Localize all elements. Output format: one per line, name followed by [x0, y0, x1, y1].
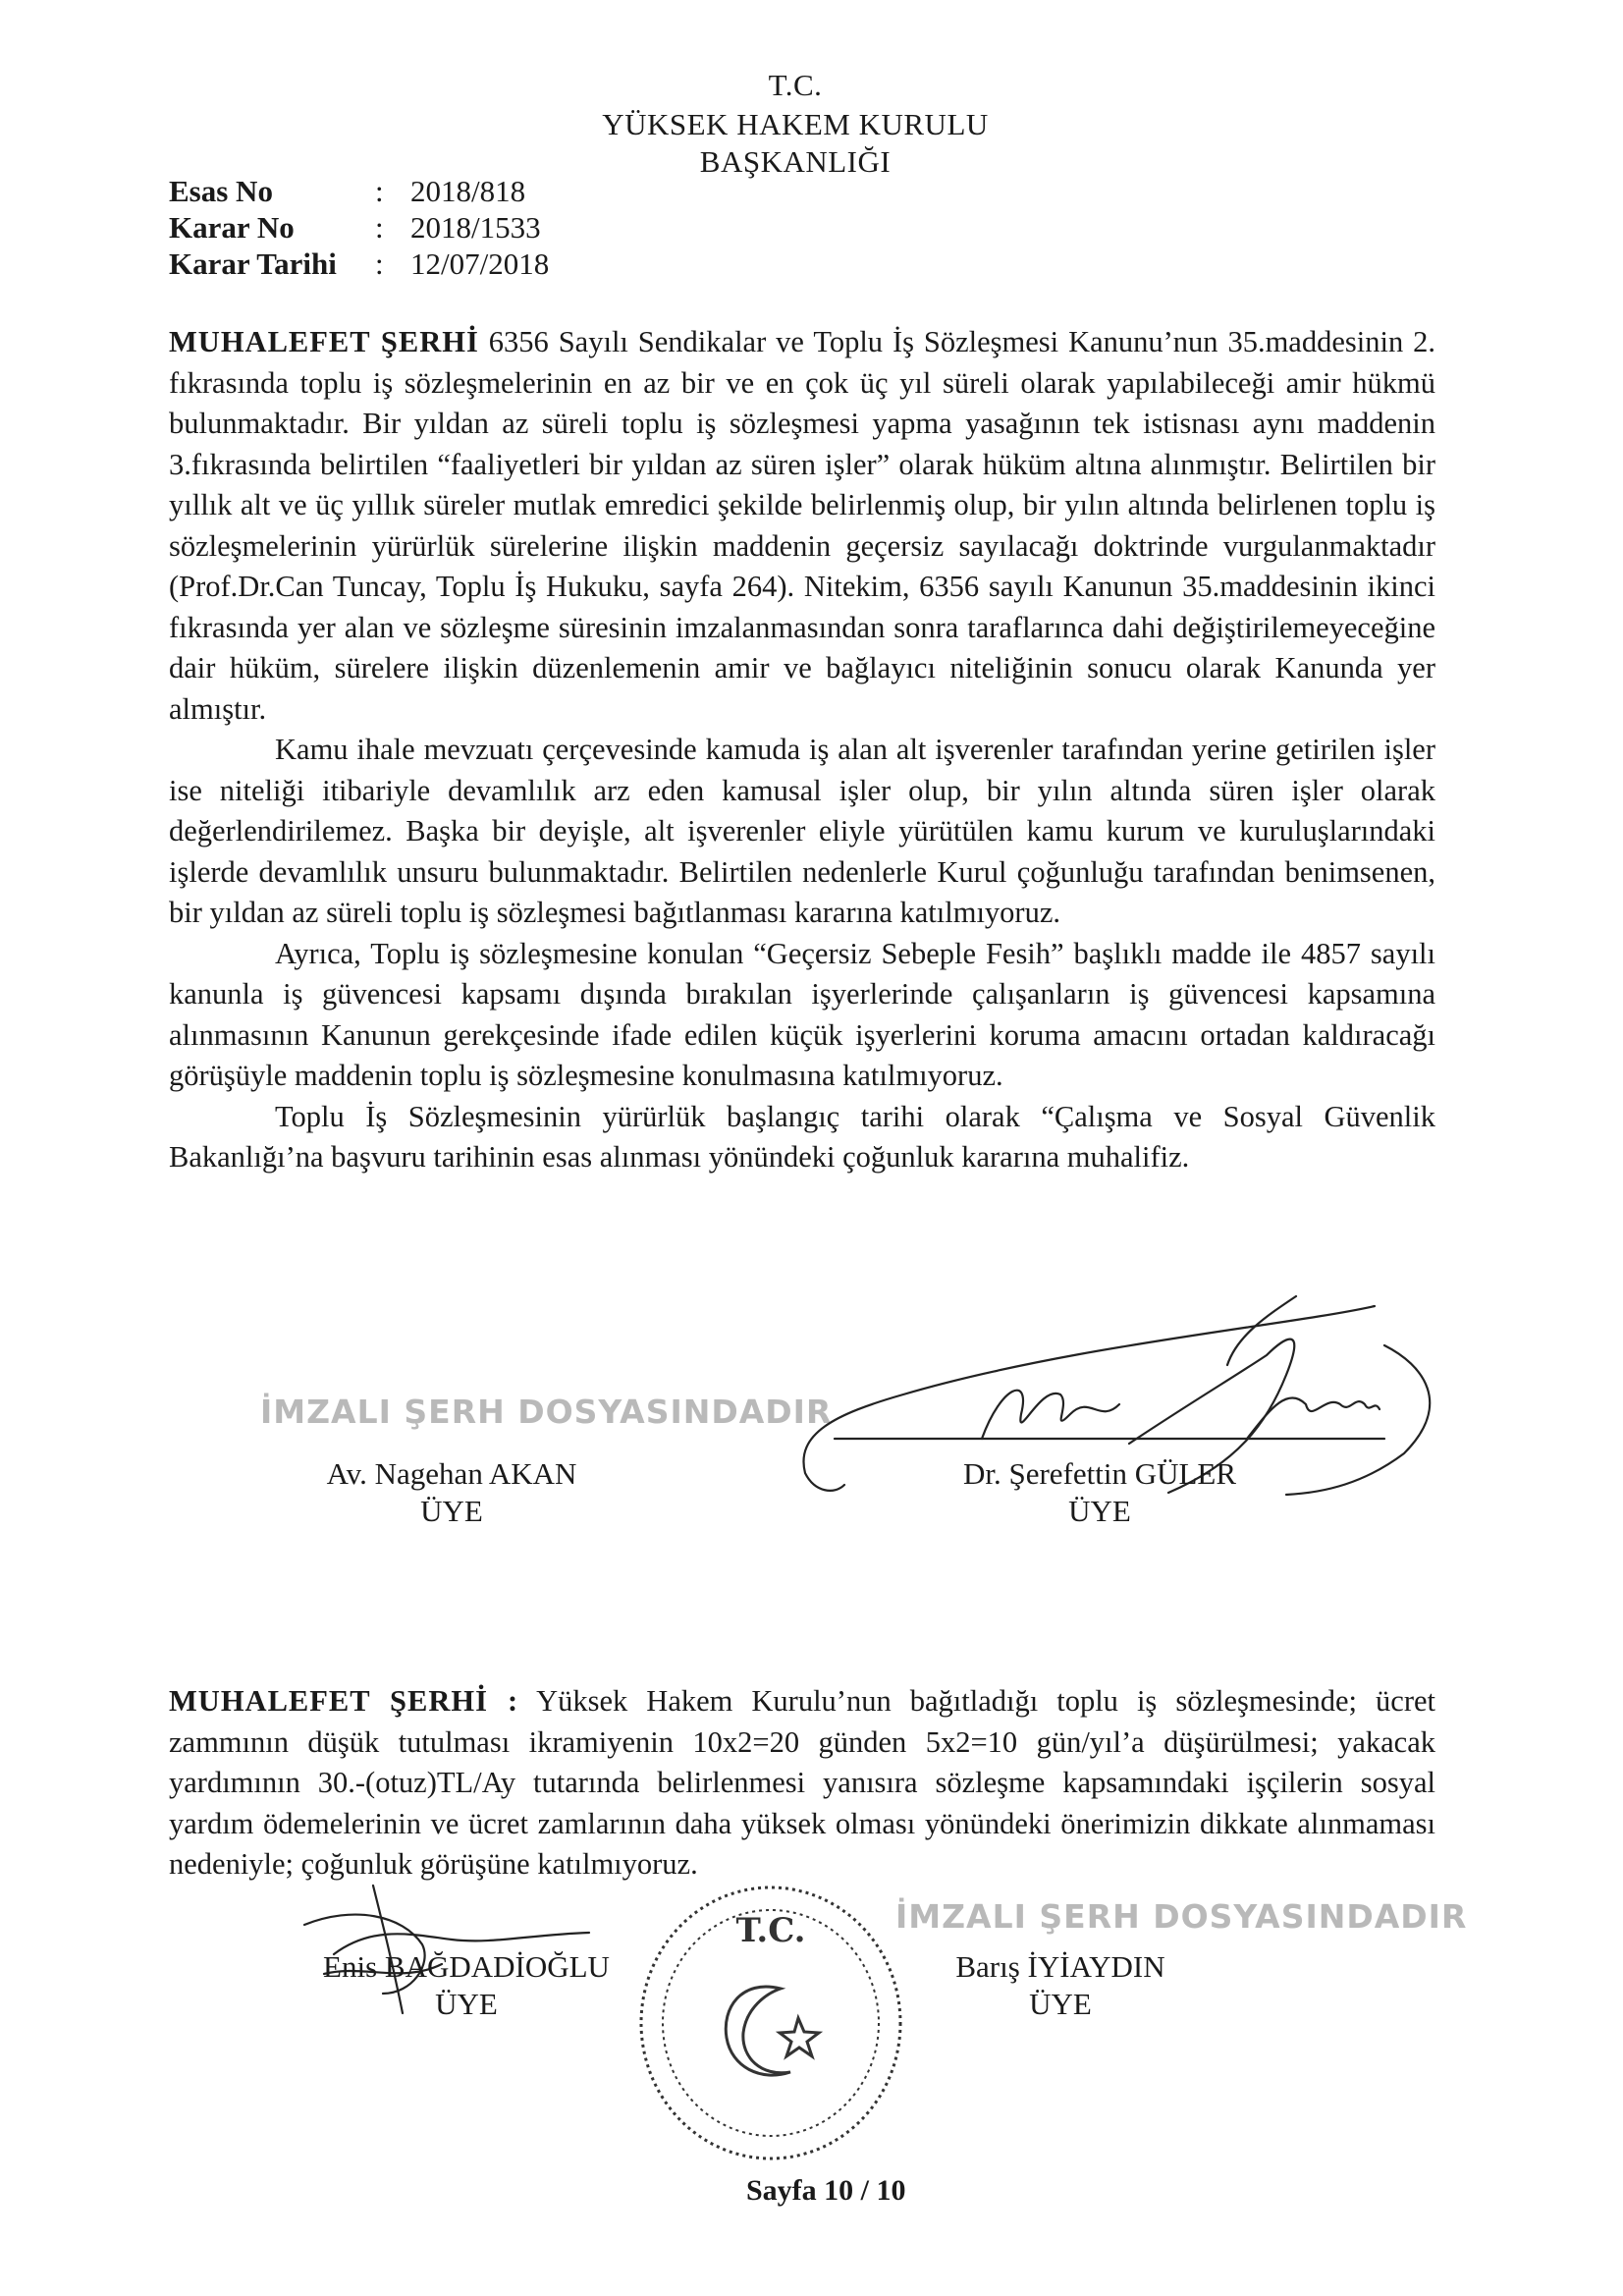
signed-on-file-stamp: İMZALI ŞERH DOSYASINDADIR [260, 1393, 833, 1431]
seal-center-text: T.C. [735, 1911, 806, 1950]
signer-left-name [304, 1948, 628, 1985]
dissent-2-paragraph [169, 1681, 1435, 1886]
meta-label: Karar No [169, 210, 295, 245]
signer-left-role: ÜYE [420, 1494, 483, 1528]
dissent-section-2 [169, 1681, 1435, 1886]
signer-left-role: ÜYE [435, 1987, 498, 2021]
dissent-1-paragraph-3: Ayrıca, Toplu iş sözleşmesine konulan “Geçersiz Sebeple Fesih” başlıklı madde ile 4857 sayılı kanunla iş güvencesi kapsamı dışında bırakılan işyerlerinde çalışanların iş güvencesi kapsamına alınmasının Kanunun gerekçesinde ifade edilen küçük işyerlerini koruma amacını ortadan kaldıracağı görüşüyle maddenin toplu iş sözleşmesine konulmasına katılmıyoruz. [169, 936, 1435, 1092]
meta-value: 2018/818 [410, 174, 526, 208]
signer-right-name: Dr. Şerefettin GÜLER [962, 1456, 1237, 1491]
paragraph-text: 6356 Sayılı Sendikalar ve Toplu İş Sözleşmesi Kanunu’nun 35.maddesinin 2. fıkrasında toplu iş sözleşmelerinin en az bir ve en çok üç yıl süreli olarak yapılabileceği amir hükmü bulunmaktadır. Bir yıldan az süreli toplu iş sözleşmesi yapma yasağının tek istisnası aynı maddenin 3.fıkrasında belirtilen “faaliyetleri bir yıldan az süren işler” olarak hüküm altına alınmıştır. Belirtilen bir yıllık alt ve üç yıllık süreler mutlak emredici şekilde belirlenmiş olup, bir yılın altında belirlenen toplu iş sözleşmelerinin yürürlük sürelerine ilişkin maddenin geçersiz sayılacağı doktrinde vurgulanmaktadır (Prof.Dr.Can Tuncay, Toplu İş Hukuku, sayfa 264). Nitekim, 6356 sayılı Kanunun 35.maddesinin ikinci fıkrasında yer alan ve sözleşme süresinin imzalanmasından sonra taraflarınca dahi değiştirilemeyeceğine dair hüküm, sürelere ilişkin düzenlemenin amir ve bağlayıcı niteliğinin sonucu olarak Kanunda yer almıştır. [169, 325, 1435, 726]
meta-colon: : [375, 174, 384, 208]
signer-right-role: ÜYE [1068, 1494, 1131, 1528]
dissent-section-1 [169, 322, 1435, 1178]
header-line-institution: YÜKSEK HAKEM KURULU [602, 107, 989, 141]
signer-name-text: Enis BAĞDADİOĞLU [323, 1949, 610, 1984]
meta-colon: : [375, 246, 384, 281]
header-line-presidency: BAŞKANLIĞI [699, 144, 892, 179]
meta-label: Esas No [169, 174, 273, 208]
dissent-heading: MUHALEFET ŞERHİ [169, 325, 479, 358]
signer-right-name: Barış İYİAYDIN [955, 1949, 1165, 1984]
meta-row-date [169, 246, 549, 282]
signer-right-role: ÜYE [1029, 1987, 1092, 2021]
page-number: Sayfa 10 / 10 [746, 2174, 906, 2207]
header-line-tc: T.C. [768, 68, 823, 102]
meta-row-esas [169, 173, 549, 209]
dissent-heading: MUHALEFET ŞERHİ : [169, 1684, 519, 1718]
meta-colon: : [375, 210, 384, 245]
official-seal-icon [633, 1881, 908, 2165]
signed-on-file-stamp: İMZALI ŞERH DOSYASINDADIR [895, 1897, 1468, 1936]
dissent-1-paragraph-1 [169, 322, 1435, 730]
paragraph-text: Yüksek Hakem Kurulu’nun bağıtladığı toplu iş sözleşmesinde; ücret zammının düşük tutulması ikramiyenin 10x2=20 günden 5x2=10 gün/yıl’a düşürülmesi; yakacak yardımının 30.-(otuz)TL/Ay tutarında belirlenmesi yanısıra sözleşme kapsamındaki işçilerin sosyal yardım ödemelerinin ve ücret zamlarının daha yüksek olması yönündeki önerimizin dikkate alınmaması nedeniyle; çoğunluk görüşüne katılmıyoruz. [169, 1684, 1435, 1881]
meta-row-karar [169, 209, 549, 246]
meta-label: Karar Tarihi [169, 246, 337, 281]
signer-left-name: Av. Nagehan AKAN [326, 1456, 577, 1491]
case-meta [169, 173, 549, 282]
dissent-1-paragraph-2: Kamu ihale mevzuatı çerçevesinde kamuda iş alan alt işverenler tarafından yerine getirilen işler ise niteliği itibariyle devamlılık arz eden kamusal işler olup, bir yılın altında süren işler olarak değerlendirilemez. Başka bir deyişle, alt işverenler eliyle yürütülen kamu kurum ve kuruluşlarındaki işlerde devamlılık unsuru bulunmaktadır. Belirtilen nedenlerle Kurul çoğunluğu tarafından benimsenen, bir yıldan az süreli toplu iş sözleşmesi bağıtlanması kararına katılmıyoruz. [169, 733, 1435, 929]
dissent-1-paragraph-4: Toplu İş Sözleşmesinin yürürlük başlangıç tarihi olarak “Çalışma ve Sosyal Güvenlik Bakanlığı’na başvuru tarihinin esas alınması yönündeki çoğunluk kararına muhalifiz. [169, 1099, 1435, 1174]
meta-value: 2018/1533 [410, 210, 541, 245]
meta-value: 12/07/2018 [410, 246, 550, 281]
